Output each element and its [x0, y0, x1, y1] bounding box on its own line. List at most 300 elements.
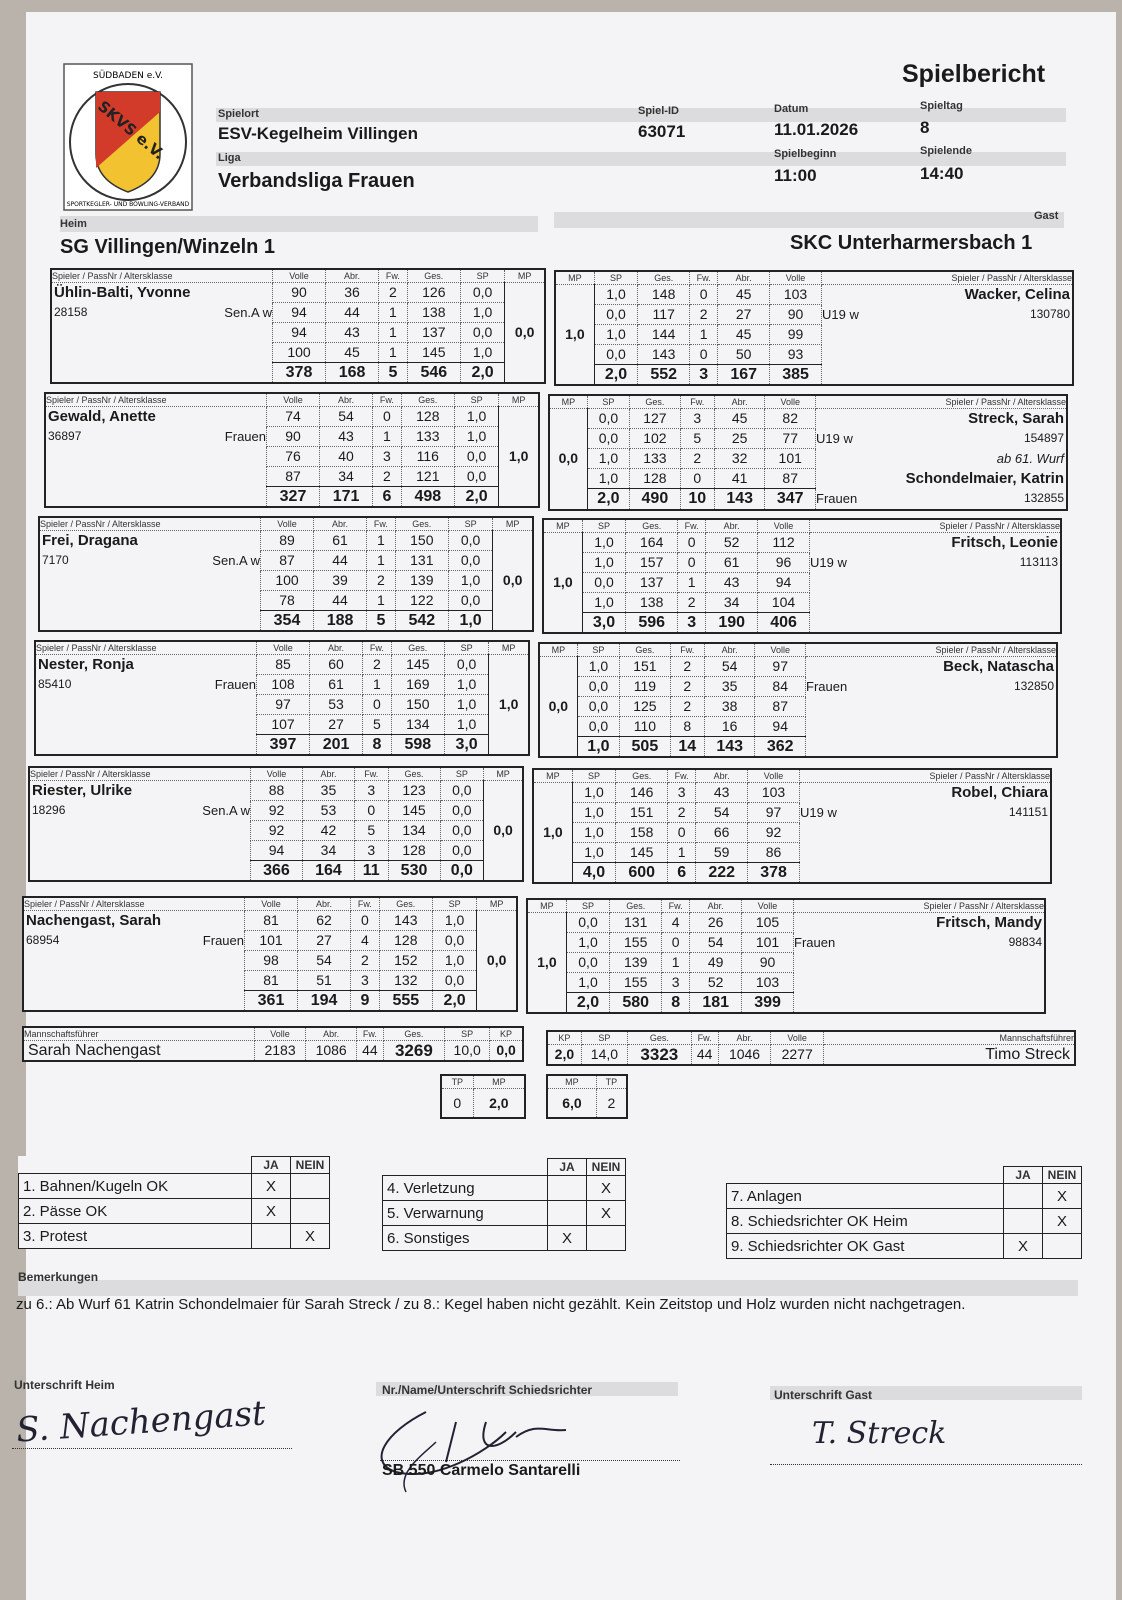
away-cell: 3: [680, 409, 714, 429]
home-player-name: Ühlin-Balti, Yvonne: [54, 284, 191, 302]
col-fw: Fw.: [354, 767, 388, 781]
home-cell: 1: [379, 303, 408, 323]
home-mp: 0,0: [493, 531, 533, 632]
home-cell: 51: [298, 971, 351, 991]
col-player: Spieler / PassNr / Altersklasse: [800, 769, 1052, 783]
home-blank: [35, 695, 257, 715]
liga-value: Verbandsliga Frauen: [218, 170, 415, 192]
col-mp: MP: [533, 769, 572, 783]
col-ges: Ges.: [616, 769, 668, 783]
away-sum: 600: [616, 863, 668, 884]
nein-label: NEIN: [587, 1159, 626, 1176]
home-cell: 137: [407, 323, 460, 343]
home-mp: 1,0: [499, 407, 539, 508]
home-cell: 3: [354, 841, 388, 861]
away-sum: 552: [638, 365, 690, 386]
away-cell: 139: [610, 953, 662, 973]
check-label: 7. Anlagen: [727, 1184, 1004, 1209]
away-pass: 113113: [1019, 554, 1058, 569]
col-abr: Abr.: [298, 897, 351, 911]
sig-gast-label: Unterschrift Gast: [774, 1388, 873, 1402]
col-player: Spieler / PassNr / Altersklasse: [23, 897, 245, 911]
away-cell: 0,0: [587, 409, 629, 429]
away-pass: 98834: [1008, 934, 1042, 949]
home-sum: 164: [302, 861, 354, 882]
away-cell: 148: [638, 285, 690, 305]
away-age: Frauen: [806, 678, 848, 694]
check-ja-box[interactable]: X: [548, 1226, 587, 1251]
home-tp: 0: [441, 1089, 473, 1119]
away-cell: 1,0: [566, 973, 610, 993]
away-cell: 164: [626, 533, 678, 553]
check-nein-box[interactable]: X: [587, 1176, 626, 1201]
away-sum: 8: [662, 993, 690, 1014]
home-player-meta: [23, 931, 245, 951]
home-age: Frauen: [202, 933, 244, 948]
home-cell: 145: [388, 801, 440, 821]
away-cell: 144: [638, 325, 690, 345]
away-cell: 151: [620, 657, 671, 677]
check-ja-box[interactable]: [548, 1176, 587, 1201]
col-ges: Ges.: [395, 517, 448, 531]
home-sum: 498: [401, 487, 454, 508]
home-sum: 1,0: [448, 611, 493, 632]
col-abr: Abr.: [310, 641, 363, 655]
home-cell: 94: [251, 841, 303, 861]
home-cell: 131: [395, 551, 448, 571]
away-cell: 43: [696, 783, 748, 803]
away-cell: 0: [668, 823, 696, 843]
away-sum: 505: [620, 737, 671, 758]
away-cell: 110: [620, 717, 671, 737]
col-player: Spieler / PassNr / Altersklasse: [816, 395, 1068, 409]
col-mp: MP: [505, 269, 545, 283]
away-total-volle: 2277: [771, 1045, 824, 1066]
home-cell: 78: [261, 591, 314, 611]
col-sp: SP: [594, 271, 638, 285]
home-player-block: [28, 766, 524, 882]
home-cell: 1,0: [444, 675, 489, 695]
home-sum: 3,0: [444, 735, 489, 756]
home-blank: [39, 611, 261, 632]
away-cell: 2: [678, 593, 706, 613]
col-fw: Fw.: [351, 897, 380, 911]
home-pass: 28158: [54, 305, 88, 319]
home-blank: [51, 343, 273, 363]
home-cell: 1,0: [432, 951, 477, 971]
away-cell: 0,0: [577, 677, 619, 697]
col-volle: Volle: [742, 899, 794, 913]
mf-label-away: Mannschaftsführer: [824, 1031, 1076, 1045]
away-sum: 181: [690, 993, 742, 1014]
col-mp: MP: [555, 271, 594, 285]
away-pass: 132850: [1013, 678, 1054, 693]
check-nein-box[interactable]: [291, 1199, 330, 1224]
col-mp: MP: [477, 897, 517, 911]
sig-heim: S. Nachengast: [14, 1393, 267, 1451]
home-cell: 123: [388, 781, 440, 801]
home-sum: 2,0: [460, 363, 505, 384]
col-abr: Abr.: [690, 899, 742, 913]
col-sp: SP: [440, 767, 484, 781]
skvs-logo: [62, 62, 194, 212]
away-sub-name: [822, 345, 1074, 365]
col-player: Spieler / PassNr / Altersklasse: [51, 269, 273, 283]
home-sum: 171: [320, 487, 373, 508]
away-cell: 97: [755, 657, 806, 677]
col-ges: Ges.: [391, 641, 444, 655]
home-cell: 1,0: [432, 911, 477, 931]
remarks-text: zu 6.: Ab Wurf 61 Katrin Schondelmaier für Sarah Streck / zu 8.: Kegel haben nicht gezählt. Kein Zeitstop und Holz wurden nicht nachgetragen.: [16, 1296, 966, 1313]
home-cell: 44: [326, 303, 379, 323]
home-cell: 134: [388, 821, 440, 841]
away-cell: 137: [626, 573, 678, 593]
home-cell: 44: [314, 551, 367, 571]
sr-name: SB 550 Carmelo Santarelli: [382, 1462, 581, 1479]
away-cell: 1: [678, 573, 706, 593]
col-abr: Abr.: [696, 769, 748, 783]
home-player-meta: [39, 551, 261, 571]
spielort-value: ESV-Kegelheim Villingen: [218, 124, 418, 143]
away-sum: 14: [670, 737, 704, 758]
away-cell: 25: [714, 429, 765, 449]
home-cell: 122: [395, 591, 448, 611]
home-cell: 60: [310, 655, 363, 675]
home-mp: 0,0: [477, 911, 517, 1012]
away-cell: 1,0: [572, 783, 616, 803]
home-cell: 45: [326, 343, 379, 363]
home-cell: 85: [257, 655, 310, 675]
away-cell: 1,0: [587, 469, 629, 489]
home-cell: 97: [257, 695, 310, 715]
home-player-meta: [45, 427, 267, 447]
col-player: Spieler / PassNr / Altersklasse: [39, 517, 261, 531]
check-label: 8. Schiedsrichter OK Heim: [727, 1209, 1004, 1234]
home-cell: 0,0: [444, 655, 489, 675]
col-abr-away: Abr.: [718, 1031, 771, 1045]
home-age: Sen.A w: [224, 305, 272, 320]
nein-label: NEIN: [291, 1157, 330, 1174]
away-total-sp: 14,0: [581, 1045, 627, 1066]
home-mp: 0,0: [505, 283, 545, 384]
home-cell: 169: [391, 675, 444, 695]
home-player-block: [34, 640, 530, 756]
col-ges: Ges.: [610, 899, 662, 913]
home-player-name: Nester, Ronja: [38, 656, 134, 674]
home-cell: 145: [407, 343, 460, 363]
home-sum: 9: [351, 991, 380, 1012]
col-volle: Volle: [251, 767, 303, 781]
home-pass: 36897: [48, 429, 82, 443]
home-cell: 27: [298, 931, 351, 951]
col-sp: SP: [566, 899, 610, 913]
home-age: Sen.A w: [202, 803, 250, 818]
away-sum: 2,0: [566, 993, 610, 1014]
col-fw: Fw.: [668, 769, 696, 783]
home-cell: 1: [379, 343, 408, 363]
home-cell: 100: [273, 343, 326, 363]
col-volle: Volle: [257, 641, 310, 655]
col-sp: SP: [460, 269, 505, 283]
away-cell: 0,0: [566, 913, 610, 933]
home-cell: 133: [401, 427, 454, 447]
home-total-abr: 1086: [306, 1041, 357, 1062]
home-age: Frauen: [224, 429, 266, 444]
away-cell: 4: [662, 913, 690, 933]
liga-label: Liga: [218, 152, 241, 164]
away-player-meta: [822, 305, 1074, 325]
away-sum: 580: [610, 993, 662, 1014]
home-cell: 43: [326, 323, 379, 343]
away-cell: 50: [718, 345, 770, 365]
home-pass: 68954: [26, 933, 60, 947]
away-sub-meta: [816, 489, 1068, 510]
home-cell: 1,0: [460, 343, 505, 363]
spielid-value: 63071: [638, 122, 686, 141]
heim-team: SG Villingen/Winzeln 1: [60, 236, 276, 258]
home-cell: 128: [401, 407, 454, 427]
away-player-name: Wacker, Celina: [964, 286, 1070, 304]
away-cell: 45: [718, 325, 770, 345]
home-player-name: Nachengast, Sarah: [26, 912, 162, 930]
away-cell: 0,0: [594, 345, 638, 365]
col-ges: Ges.: [407, 269, 460, 283]
home-tp-mp: [440, 1074, 526, 1119]
home-cell: 2: [373, 467, 402, 487]
col-sp: SP: [445, 1027, 490, 1041]
check-label: 6. Sonstiges: [383, 1226, 548, 1251]
away-sub-meta: [822, 365, 1074, 386]
away-totals: [546, 1030, 1076, 1066]
home-blank: [23, 951, 245, 971]
spielid-label: Spiel-ID: [638, 105, 679, 117]
ja-label: JA: [1004, 1167, 1043, 1184]
away-cell: 1,0: [587, 449, 629, 469]
sig-sr-label: Nr./Name/Unterschrift Schiedsrichter: [382, 1383, 593, 1397]
home-cell: 39: [314, 571, 367, 591]
home-sum: 598: [391, 735, 444, 756]
home-age: Frauen: [214, 677, 256, 692]
away-cell: 34: [706, 593, 758, 613]
beginn-label: Spielbeginn: [774, 148, 837, 160]
home-cell: 1: [367, 591, 396, 611]
home-player-block: [50, 268, 546, 384]
sig-gast-line: [770, 1464, 1082, 1465]
col-volle: Volle: [755, 643, 806, 657]
home-mp: 2,0: [473, 1089, 525, 1119]
away-cell: 1,0: [594, 325, 638, 345]
away-sum: 167: [718, 365, 770, 386]
home-cell: 62: [298, 911, 351, 931]
home-cell: 44: [314, 591, 367, 611]
away-cell: 90: [770, 305, 822, 325]
away-cell: 1,0: [582, 593, 626, 613]
gast-label: Gast: [1034, 210, 1059, 222]
away-cell: 117: [638, 305, 690, 325]
check-nein-box[interactable]: X: [587, 1201, 626, 1226]
home-cell: 2: [351, 951, 380, 971]
home-cell: 150: [391, 695, 444, 715]
home-cell: 27: [310, 715, 363, 735]
home-cell: 90: [273, 283, 326, 303]
col-sp: SP: [448, 517, 493, 531]
home-cell: 108: [257, 675, 310, 695]
heim-band: [60, 216, 538, 232]
col-player: Spieler / PassNr / Altersklasse: [35, 641, 257, 655]
away-sum: 222: [696, 863, 748, 884]
away-cell: 84: [755, 677, 806, 697]
home-blank: [29, 861, 251, 882]
check-ja-box[interactable]: [252, 1224, 291, 1249]
away-cell: 105: [742, 913, 794, 933]
away-cell: 0: [680, 469, 714, 489]
away-cell: 8: [670, 717, 704, 737]
away-cell: 112: [758, 533, 810, 553]
sig-gast: T. Streck: [812, 1416, 947, 1451]
check-ja-box[interactable]: [1004, 1209, 1043, 1234]
col-fw: Fw.: [357, 1027, 383, 1041]
away-tp-label: TP: [596, 1075, 627, 1089]
gast-band: [554, 212, 1064, 228]
home-blank: [23, 971, 245, 991]
col-abr: Abr.: [320, 393, 373, 407]
home-cell: 0,0: [460, 323, 505, 343]
home-cell: 0: [354, 801, 388, 821]
sig-sr-drawing: [366, 1392, 606, 1502]
col-sp-away: SP: [581, 1031, 627, 1045]
away-tp-mp: [546, 1074, 628, 1119]
home-cell: 0: [351, 911, 380, 931]
away-player-meta: [806, 677, 1058, 697]
away-cell: 157: [626, 553, 678, 573]
away-player-name: Beck, Natascha: [943, 658, 1054, 676]
col-fw: Fw.: [363, 641, 392, 655]
away-sum: 347: [765, 489, 816, 510]
away-sub-note: [800, 823, 1052, 843]
home-captain: Sarah Nachengast: [28, 1042, 161, 1059]
away-sum: 362: [755, 737, 806, 758]
away-cell: 2: [668, 803, 696, 823]
col-fw: Fw.: [690, 271, 718, 285]
away-cell: 26: [690, 913, 742, 933]
home-cell: 145: [391, 655, 444, 675]
home-player-meta: [51, 303, 273, 323]
home-cell: 87: [267, 467, 320, 487]
home-cell: 87: [261, 551, 314, 571]
away-mp: 0,0: [539, 657, 577, 758]
home-cell: 54: [320, 407, 373, 427]
col-abr: Abr.: [706, 519, 758, 533]
away-cell: 93: [770, 345, 822, 365]
home-cell: 100: [261, 571, 314, 591]
away-age: U19 w: [816, 430, 853, 446]
check-ja-box[interactable]: [1004, 1184, 1043, 1209]
check-ja-box[interactable]: [548, 1201, 587, 1226]
home-cell: 0,0: [440, 801, 484, 821]
away-cell: 1: [662, 953, 690, 973]
check-ja-box[interactable]: X: [1004, 1234, 1043, 1259]
home-tp-label: TP: [441, 1075, 473, 1089]
check-nein-box[interactable]: [291, 1174, 330, 1199]
away-age: U19 w: [800, 804, 837, 820]
home-cell: 1: [367, 531, 396, 551]
check-ja-box[interactable]: X: [252, 1199, 291, 1224]
check-ja-box[interactable]: X: [252, 1174, 291, 1199]
home-cell: 61: [310, 675, 363, 695]
away-cell: 59: [696, 843, 748, 863]
home-total-ges: 3269: [383, 1041, 445, 1062]
home-pass: 18296: [32, 803, 66, 817]
home-sum: 5: [379, 363, 408, 384]
home-player-name: Riester, Ulrike: [32, 782, 133, 800]
away-sub-meta: [800, 863, 1052, 884]
away-cell: 1,0: [566, 933, 610, 953]
col-abr: Abr.: [704, 643, 755, 657]
col-abr: Abr.: [326, 269, 379, 283]
away-cell: 104: [758, 593, 810, 613]
away-total-abr: 1046: [718, 1045, 771, 1066]
home-cell: 3: [354, 781, 388, 801]
home-blank: [51, 323, 273, 343]
away-cell: 0,0: [594, 305, 638, 325]
away-cell: 0: [678, 533, 706, 553]
away-cell: 35: [704, 677, 755, 697]
col-volle: Volle: [758, 519, 810, 533]
home-sum: 361: [245, 991, 298, 1012]
away-player-block: [538, 642, 1058, 758]
away-sub-name: [800, 843, 1052, 863]
home-cell: 81: [245, 971, 298, 991]
away-sub-name: [794, 973, 1046, 993]
col-mp: MP: [489, 641, 529, 655]
away-sub-note: [806, 697, 1058, 717]
away-sub-name: Schondelmaier, Katrin: [905, 470, 1064, 487]
away-cell: 101: [765, 449, 816, 469]
home-sum: 530: [388, 861, 440, 882]
check-nein-box[interactable]: X: [291, 1224, 330, 1249]
home-pass: 7170: [42, 553, 69, 567]
logo-top-text: SÜDBADEN e.V.: [92, 71, 164, 81]
page-title: Spielbericht: [902, 60, 1046, 88]
home-cell: 5: [363, 715, 392, 735]
check-nein-box[interactable]: [1043, 1234, 1082, 1259]
check-nein-box[interactable]: [587, 1226, 626, 1251]
home-cell: 3: [373, 447, 402, 467]
away-captain: Timo Streck: [985, 1046, 1070, 1063]
away-player-block: [532, 768, 1052, 884]
mf-label-home: Mannschaftsführer: [23, 1027, 255, 1041]
col-sp: SP: [587, 395, 629, 409]
check-nein-box[interactable]: X: [1043, 1184, 1082, 1209]
away-cell: 49: [690, 953, 742, 973]
ende-value: 14:40: [920, 164, 964, 183]
away-player-block: [542, 518, 1062, 634]
col-kp-away: KP: [547, 1031, 581, 1045]
ende-label: Spielende: [920, 145, 972, 157]
away-cell: 0: [690, 345, 718, 365]
col-player: Spieler / PassNr / Altersklasse: [822, 271, 1074, 285]
check-nein-box[interactable]: X: [1043, 1209, 1082, 1234]
home-sum: 327: [267, 487, 320, 508]
home-cell: 35: [302, 781, 354, 801]
away-cell: 0,0: [587, 429, 629, 449]
col-fw: Fw.: [670, 643, 704, 657]
col-sp: SP: [454, 393, 499, 407]
col-mp: MP: [484, 767, 523, 781]
home-sum: 2,0: [454, 487, 499, 508]
home-cell: 0: [363, 695, 392, 715]
away-cell: 0,0: [577, 717, 619, 737]
